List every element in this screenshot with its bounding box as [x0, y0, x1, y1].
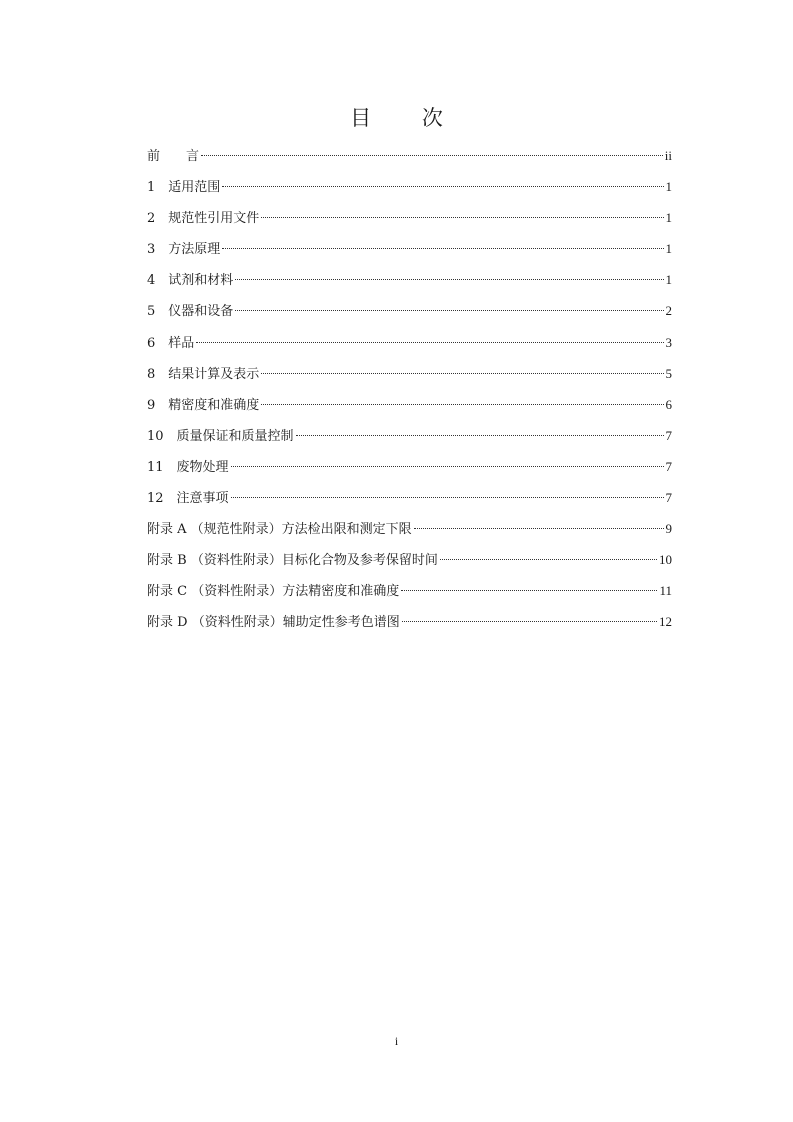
toc-entry-12[interactable] — [147, 482, 672, 513]
toc-entry-3[interactable] — [147, 233, 672, 264]
dot-leader — [261, 217, 663, 218]
dot-leader — [440, 559, 657, 560]
toc-entry-1[interactable] — [147, 171, 672, 202]
toc-entry-title: 附录 B （资料性附录）目标化合物及参考保留时间 — [147, 553, 438, 569]
toc-entry-title: 12 注意事项 — [147, 491, 229, 507]
dot-leader — [261, 404, 663, 405]
dot-leader — [231, 497, 664, 498]
page-title: 目 次 — [350, 106, 465, 130]
toc-entry-page: 6 — [665, 396, 672, 412]
toc-entry-4[interactable] — [147, 264, 672, 295]
toc-entry-page: 7 — [665, 490, 672, 506]
toc-entry-page: 2 — [665, 303, 672, 319]
toc-entry-title: 9 精密度和准确度 — [147, 397, 260, 413]
toc-entry-10[interactable] — [147, 420, 672, 451]
toc-entry-page: 3 — [665, 334, 672, 350]
dot-leader — [414, 528, 664, 529]
toc-entry-2[interactable] — [147, 202, 672, 233]
toc-entry-page: 1 — [665, 210, 672, 226]
dot-leader — [402, 621, 657, 622]
dot-leader — [231, 466, 664, 467]
dot-leader — [401, 590, 657, 591]
page-number: i — [394, 1034, 399, 1048]
toc-entry-title: 4 试剂和材料 — [147, 273, 234, 289]
toc-entry-title: 8 结果计算及表示 — [147, 366, 260, 382]
dot-leader — [235, 310, 663, 311]
toc-entry-title: 3 方法原理 — [147, 242, 221, 258]
toc-entry-title: 附录 A （规范性附录）方法检出限和测定下限 — [147, 522, 412, 538]
toc-entry-title: 1 适用范围 — [147, 180, 221, 196]
toc-entry-title: 前 言 — [147, 149, 200, 164]
toc-entry-title: 6 样品 — [147, 335, 195, 351]
toc-entry-page: 7 — [665, 427, 672, 443]
dot-leader — [201, 155, 663, 156]
toc-entry-page: 9 — [665, 521, 672, 537]
toc-entry-page: 10 — [659, 552, 672, 568]
toc-entry-5[interactable] — [147, 295, 672, 326]
table-of-contents — [147, 140, 672, 638]
dot-leader — [222, 248, 663, 249]
dot-leader — [222, 186, 663, 187]
dot-leader — [235, 279, 663, 280]
toc-entry-appendix-c[interactable] — [147, 575, 672, 606]
dot-leader — [261, 373, 663, 374]
toc-entry-foreword[interactable] — [147, 140, 672, 171]
toc-entry-title: 5 仪器和设备 — [147, 304, 234, 320]
toc-entry-appendix-a[interactable] — [147, 513, 672, 544]
toc-entry-title: 10 质量保证和质量控制 — [147, 428, 294, 444]
toc-entry-appendix-d[interactable] — [147, 606, 672, 637]
dot-leader — [196, 342, 663, 343]
toc-entry-title: 附录 D （资料性附录）辅助定性参考色谱图 — [147, 615, 400, 631]
toc-entry-page: 12 — [659, 614, 672, 630]
toc-entry-8[interactable] — [147, 358, 672, 389]
toc-entry-page: 7 — [665, 458, 672, 474]
toc-entry-title: 11 废物处理 — [147, 459, 229, 475]
toc-entry-9[interactable] — [147, 389, 672, 420]
toc-entry-page: 1 — [665, 179, 672, 195]
dot-leader — [296, 435, 664, 436]
toc-entry-11[interactable] — [147, 451, 672, 482]
toc-entry-title: 2 规范性引用文件 — [147, 211, 260, 227]
toc-entry-page: 1 — [665, 241, 672, 257]
toc-entry-page: ii — [664, 148, 672, 163]
toc-entry-title: 附录 C （资料性附录）方法精密度和准确度 — [147, 584, 400, 600]
toc-entry-page: 11 — [659, 583, 672, 599]
toc-entry-appendix-b[interactable] — [147, 544, 672, 575]
toc-entry-page: 5 — [665, 365, 672, 381]
toc-entry-page: 1 — [665, 272, 672, 288]
toc-entry-6[interactable] — [147, 327, 672, 358]
